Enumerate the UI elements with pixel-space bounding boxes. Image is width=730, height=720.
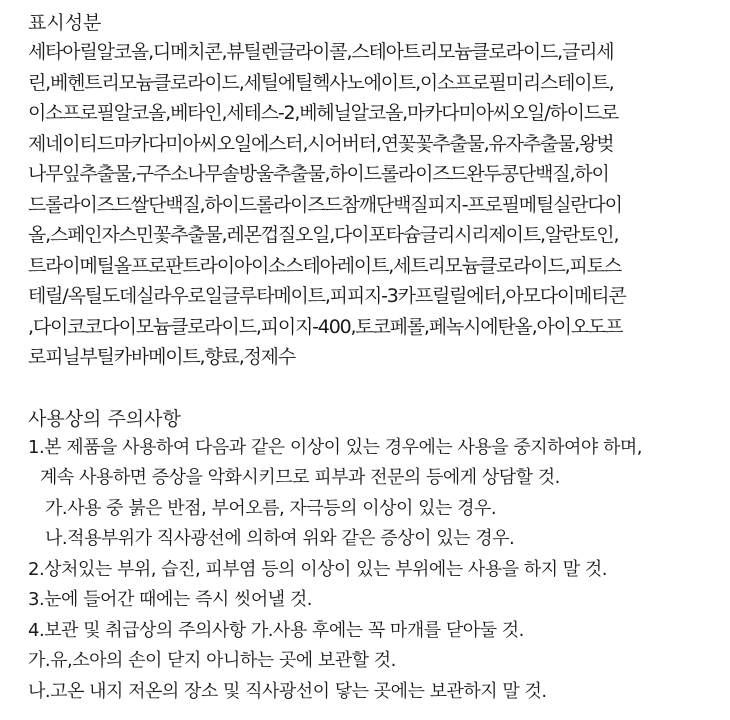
section-spacer <box>28 373 730 407</box>
precautions-section <box>28 407 730 708</box>
precaution-line: 가.유,소아의 손이 닫지 아니하는 곳에 보관할 것. <box>28 650 396 671</box>
ingredients-line: 제네이티드마카다미아씨오일에스터,시어버터,연꽃꽃추출물,유자추출물,왕벚 <box>28 132 614 155</box>
ingredients-line: 트라이메틸올프로판트라이아이소스테아레이트,세트리모늄클로라이드,피토스 <box>28 254 621 277</box>
precaution-subitem: 가.사용 중 붉은 반점, 부어오름, 자극등의 이상이 있는 경우. <box>45 497 497 519</box>
precaution-line: 1.본 제품을 사용하여 다음과 같은 이상이 있는 경우에는 사용을 중지하여야 하며, <box>28 436 643 458</box>
ingredients-line: 이소프로필알코올,베타인,세테스-2,베헤닐알코올,마카다미아씨오일/하이드로 <box>28 102 619 124</box>
ingredients-line: 올,스페인자스민꽃추출물,레몬껍질오일,다이포타슘글리시리제이트,알란토인, <box>28 224 619 246</box>
precaution-line: 2.상처있는 부위, 습진, 피부염 등의 이상이 있는 부위에는 사용을 하지 말 것. <box>28 558 608 580</box>
precautions-title: 사용상의 주의사항 <box>28 407 181 430</box>
precaution-line: 나.고온 내지 저온의 장소 및 직사광선이 닿는 곳에는 보관하지 말 것. <box>28 680 547 702</box>
precaution-line: 4.보관 및 취급상의 주의사항 가.사용 후에는 꼭 마개를 닫아둘 것. <box>28 619 524 641</box>
precaution-line: 3.눈에 들어간 때에는 즉시 씻어낼 것. <box>28 589 312 610</box>
ingredients-line: 린,베헨트리모늄클로라이드,세틸에틸헥사노에이트,이소프로필미리스테이트, <box>28 71 614 94</box>
ingredients-line: 테릴/옥틸도데실라우로일글루타메이트,피피지-3카프릴릴에터,아모다이메티콘 <box>28 285 626 307</box>
precaution-subitem: 나.적용부위가 직사광선에 의하여 위와 같은 증상이 있는 경우. <box>45 528 515 549</box>
ingredients-line: 드롤라이즈드쌀단백질,하이드롤라이즈드참깨단백질피지-프로필메틸실란다이 <box>28 193 622 216</box>
ingredients-line: 세타아릴알코올,디메치콘,뷰틸렌글라이콜,스테아트리모늄클로라이드,글리세 <box>28 41 614 63</box>
ingredients-line: 나무잎추출물,구주소나무솔방울추출물,하이드롤라이즈드완두콩단백질,하이 <box>28 163 609 185</box>
ingredients-title: 표시성분 <box>28 12 102 34</box>
ingredients-line: ,다이코코다이모늄클로라이드,피이지-400,토코페롤,페녹시에탄올,아이오도프 <box>28 315 623 338</box>
ingredients-line: 로피닐부틸카바메이트,향료,정제수 <box>28 346 295 368</box>
ingredients-list <box>28 37 730 373</box>
precaution-line: 계속 사용하면 증상을 악화시키므로 피부과 전문의 등에게 상담할 것. <box>40 467 560 488</box>
